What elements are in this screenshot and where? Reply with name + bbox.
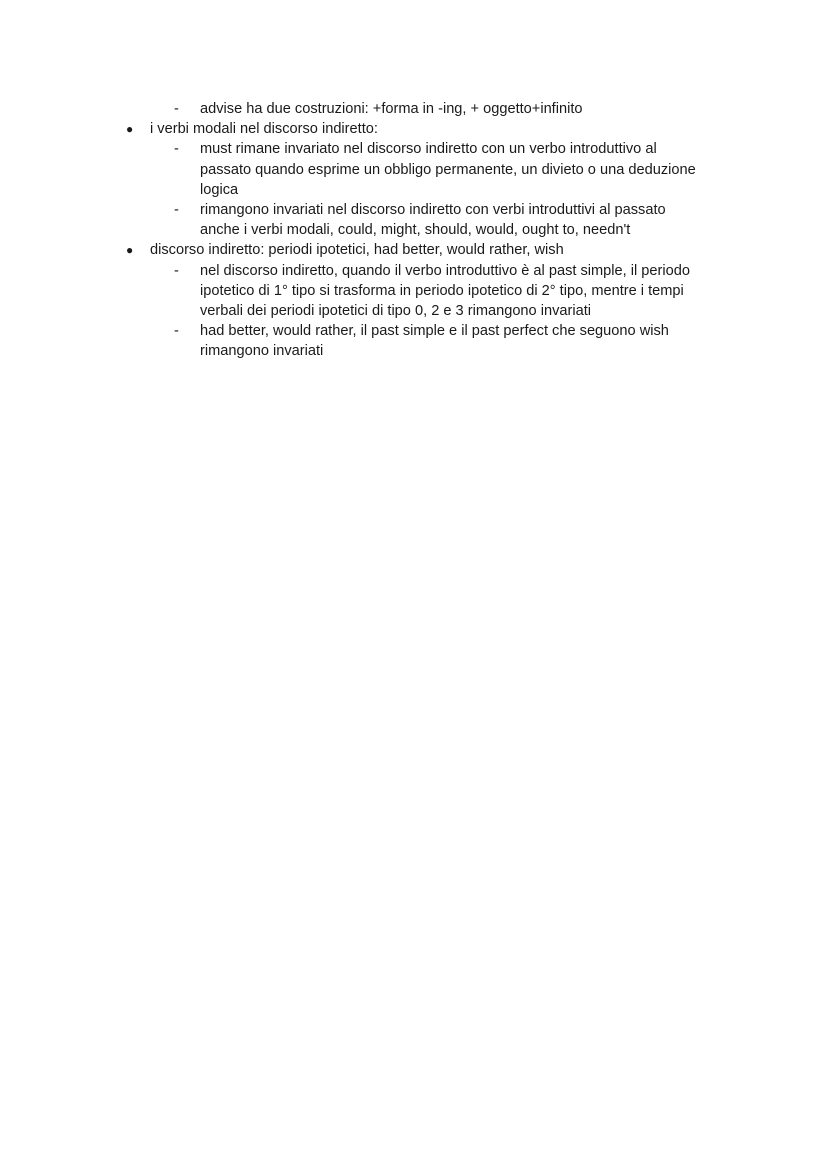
sub-item-must-cont [0, 160, 828, 180]
sub-item-had-better-cont [0, 341, 828, 361]
dash-marker-icon: - [174, 262, 179, 279]
bullet-marker-icon: ● [126, 122, 134, 137]
sub-item-text: verbali dei periodi ipotetici di tipo 0, 2 e 3 rimangono invariati [200, 302, 592, 319]
sub-item-text: anche i verbi modali, could, might, should, would, ought to, needn't [200, 222, 631, 239]
sub-item-text: nel discorso indiretto, quando il verbo introduttivo è al past simple, il periodo [200, 262, 690, 279]
sub-item-periodo-ipotetico-cont [0, 301, 828, 321]
dash-marker-icon: - [174, 101, 179, 117]
sub-item-had-better [0, 321, 828, 341]
sub-item-periodo-ipotetico-cont [0, 281, 828, 301]
bullet-item-verbi-modali [0, 119, 828, 139]
sub-item-text: advise ha due costruzioni: +forma in -ing, + oggetto+infinito [200, 101, 583, 117]
sub-item-must-cont [0, 180, 828, 200]
document-page [0, 99, 828, 361]
sub-item-text: rimangono invariati nel discorso indiretto con verbi introduttivi al passato [200, 201, 666, 218]
bullet-marker-icon: ● [126, 243, 134, 258]
sub-item-periodo-ipotetico [0, 261, 828, 281]
dash-marker-icon: - [174, 201, 179, 218]
sub-item-text: rimangono invariati [200, 343, 324, 360]
sub-item-text: logica [200, 181, 239, 198]
sub-item-rimangono-cont [0, 220, 828, 240]
dash-marker-icon: - [174, 323, 179, 340]
sub-item-text: ipotetico di 1° tipo si trasforma in periodo ipotetico di 2° tipo, mentre i tempi [200, 282, 684, 299]
sub-item-text: passato quando esprime un obbligo permanente, un divieto o una deduzione [200, 161, 696, 178]
bullet-item-text: i verbi modali nel discorso indiretto: [150, 121, 378, 138]
bullet-item-discorso-indiretto [0, 240, 828, 260]
bullet-item-text: discorso indiretto: periodi ipotetici, had better, would rather, wish [150, 242, 564, 259]
sub-item-must [0, 139, 828, 159]
sub-item-rimangono [0, 200, 828, 220]
sub-item-advise [0, 99, 828, 119]
sub-item-text: had better, would rather, il past simple e il past perfect che seguono wish [200, 323, 669, 340]
dash-marker-icon: - [174, 141, 179, 158]
sub-item-text: must rimane invariato nel discorso indiretto con un verbo introduttivo al [200, 141, 657, 158]
